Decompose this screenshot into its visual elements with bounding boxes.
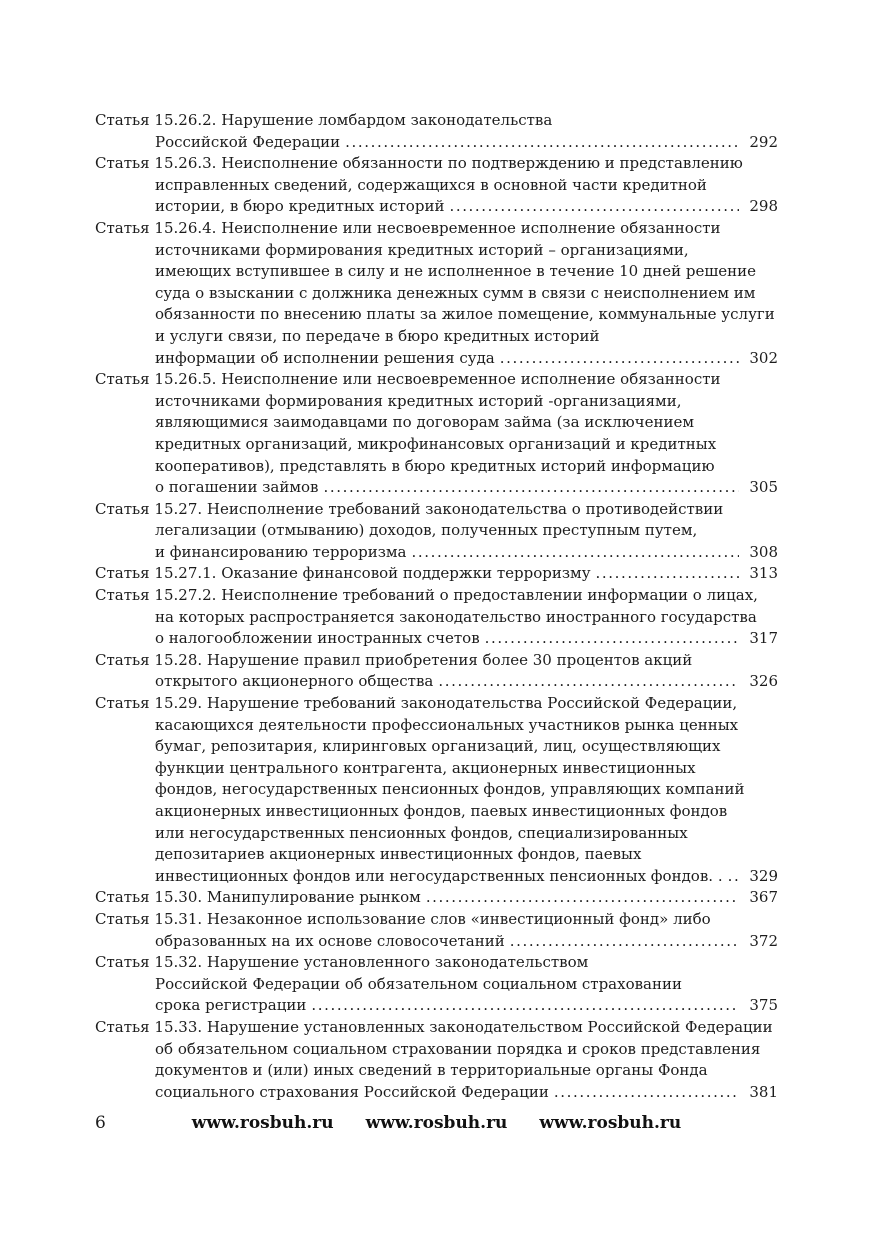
toc-entry-text: истории, в бюро кредитных историй	[155, 197, 445, 216]
toc-entry	[95, 563, 778, 585]
footer-links	[95, 1110, 778, 1136]
toc-entry	[95, 952, 778, 1017]
toc-page-number: 313	[749, 564, 778, 583]
toc-entry-line: Статья 15.32. Нарушение установленного законодательством	[95, 953, 589, 972]
toc-entry-line: Статья 15.26.2. Нарушение ломбардом законодательства	[95, 111, 553, 129]
toc-entry	[95, 110, 778, 153]
footer-link[interactable]: www.rosbuh.ru	[539, 1113, 682, 1133]
toc-entry-line: суда о взыскании с должника денежных сумм в связи с неисполнением им	[155, 283, 756, 302]
toc-entry-line: и услуги связи, по передаче в бюро кредитных историй	[155, 326, 600, 345]
toc-page-number: 372	[749, 931, 778, 950]
toc-entry-text: социального страхования Российской Федерации	[155, 1082, 549, 1101]
toc-entry-text: информации об исполнении решения суда	[155, 348, 495, 367]
toc-entry	[95, 153, 778, 218]
dot-leader	[311, 995, 739, 1017]
toc-entry-lastline	[95, 887, 778, 909]
toc-entry-lastline	[95, 1082, 778, 1104]
toc-entry-line: кредитных организаций, микрофинансовых организаций и кредитных	[155, 434, 717, 453]
dot-leader	[554, 1082, 739, 1104]
toc-entry-line: функции центрального контрагента, акционерных инвестиционных	[155, 758, 696, 777]
toc-entry-line: Статья 15.26.5. Неисполнение или несвоевременное исполнение обязанности	[95, 370, 721, 389]
toc-entry-text: образованных на их основе словосочетаний	[155, 931, 505, 950]
toc-entry-text: Статья 15.27.1. Оказание финансовой поддержки терроризму	[95, 564, 591, 583]
toc-entry-line: Статья 15.26.4. Неисполнение или несвоевременное исполнение обязанности	[95, 218, 721, 237]
dot-leader	[500, 348, 739, 370]
toc-entry-lastline	[95, 132, 778, 154]
dot-leader	[728, 866, 739, 888]
footer-link[interactable]: www.rosbuh.ru	[365, 1113, 508, 1133]
toc-entry-lastline	[95, 477, 778, 499]
toc-entry-lastline	[95, 628, 778, 650]
toc-page-number: 367	[749, 888, 778, 907]
toc-page-number: 381	[749, 1082, 778, 1101]
toc-entry-line: Статья 15.29. Нарушение требований законодательства Российской Федерации,	[95, 694, 738, 713]
toc-entry-line: Статья 15.27. Неисполнение требований законодательства о противодействии	[95, 499, 724, 518]
toc-entry-line: исправленных сведений, содержащихся в основной части кредитной	[155, 175, 707, 194]
toc-entry	[95, 909, 778, 952]
toc-entry-line: или негосударственных пенсионных фондов, специализированных	[155, 823, 688, 842]
toc-page-number: 298	[749, 197, 778, 216]
footer-link[interactable]: www.rosbuh.ru	[191, 1113, 334, 1133]
dot-leader	[438, 671, 739, 693]
toc-entry-lastline	[95, 196, 778, 218]
toc-page-number: 308	[749, 542, 778, 561]
toc-entry-text: Российской Федерации	[155, 132, 341, 151]
toc-entry-line: акционерных инвестиционных фондов, паевых инвестиционных фондов	[155, 802, 728, 820]
toc-entry-line: касающихся деятельности профессиональных участников рынка ценных	[155, 715, 739, 734]
footer-page-number: 6	[95, 1113, 106, 1133]
toc-entry-text: инвестиционных фондов или негосударственных пенсионных фондов. .	[155, 866, 723, 885]
toc-entry-line: бумаг, репозитария, клиринговых организаций, лиц, осуществляющих	[155, 737, 721, 756]
dot-leader	[426, 887, 739, 909]
toc-page-number: 305	[749, 478, 778, 497]
toc-entry-line: Статья 15.31. Незаконное использование слов «инвестиционный фонд» либо	[95, 909, 711, 928]
toc-entry	[95, 499, 778, 564]
toc-entry-lastline	[95, 542, 778, 564]
toc-page-number: 326	[749, 672, 778, 691]
toc-entry-line: Статья 15.33. Нарушение установленных законодательством Российской Федерации	[95, 1017, 773, 1036]
toc-entry-line: обязанности по внесению платы за жилое помещение, коммунальные услуги	[155, 305, 775, 324]
dot-leader	[510, 931, 739, 953]
dot-leader	[596, 563, 739, 585]
toc-entry-lastline	[95, 995, 778, 1017]
dot-leader	[485, 628, 739, 650]
toc-entry	[95, 369, 778, 499]
toc-entry-line: Статья 15.27.2. Неисполнение требований о предоставлении информации о лицах,	[95, 586, 758, 605]
toc-page-number: 302	[749, 348, 778, 367]
toc-entry-text: о налогообложении иностранных счетов	[155, 629, 480, 648]
toc-entry-line: об обязательном социальном страховании порядка и сроков представления	[155, 1039, 761, 1058]
toc-entry	[95, 650, 778, 693]
dot-leader	[345, 132, 739, 154]
toc-entry-line: имеющих вступившее в силу и не исполненное в течение 10 дней решение	[155, 262, 757, 281]
toc-entry-line: являющимися заимодавцами по договорам займа (за исключением	[155, 413, 695, 432]
dot-leader	[449, 196, 739, 218]
dot-leader	[323, 477, 739, 499]
toc-entry-line: депозитариев акционерных инвестиционных фондов, паевых	[155, 845, 642, 864]
toc-entry-text: срока регистрации	[155, 996, 307, 1015]
dot-leader	[411, 542, 739, 564]
toc-entry	[95, 585, 778, 650]
toc-entry-line: легализации (отмыванию) доходов, полученных преступным путем,	[155, 521, 698, 540]
toc-entry	[95, 218, 778, 369]
table-of-contents	[95, 110, 778, 1103]
toc-entry-line: Российской Федерации об обязательном социальном страховании	[155, 974, 682, 993]
toc-entry-lastline	[95, 931, 778, 953]
toc-entry-lastline	[95, 563, 778, 585]
toc-page-number: 317	[749, 629, 778, 648]
toc-page-number: 329	[749, 866, 778, 885]
toc-entry-text: открытого акционерного общества	[155, 672, 434, 691]
toc-entry-lastline	[95, 671, 778, 693]
toc-entry-line: источниками формирования кредитных историй -организациями,	[155, 391, 682, 410]
page-footer	[95, 1110, 778, 1136]
toc-entry-lastline	[95, 866, 778, 888]
toc-page-number: 375	[749, 996, 778, 1015]
toc-entry-line: документов и (или) иных сведений в территориальные органы Фонда	[155, 1061, 708, 1080]
toc-entry	[95, 887, 778, 909]
toc-entry-line: фондов, негосударственных пенсионных фондов, управляющих компаний	[155, 780, 745, 799]
toc-entry-text: и финансированию терроризма	[155, 542, 407, 561]
toc-entry	[95, 693, 778, 887]
toc-entry-text: о погашении займов	[155, 478, 319, 497]
toc-entry-text: Статья 15.30. Манипулирование рынком	[95, 888, 421, 907]
toc-entry-line: кооперативов), представлять в бюро кредитных историй информацию	[155, 456, 715, 475]
toc-entry	[95, 1017, 778, 1103]
toc-entry-line: Статья 15.26.3. Неисполнение обязанности по подтверждению и представлению	[95, 154, 743, 173]
toc-entry-line: Статья 15.28. Нарушение правил приобретения более 30 процентов акций	[95, 650, 693, 669]
toc-entry-line: на которых распространяется законодательство иностранного государства	[155, 607, 757, 626]
toc-entry-line: источниками формирования кредитных историй – организациями,	[155, 240, 689, 259]
toc-entry-lastline	[95, 348, 778, 370]
toc-page-number: 292	[749, 132, 778, 151]
